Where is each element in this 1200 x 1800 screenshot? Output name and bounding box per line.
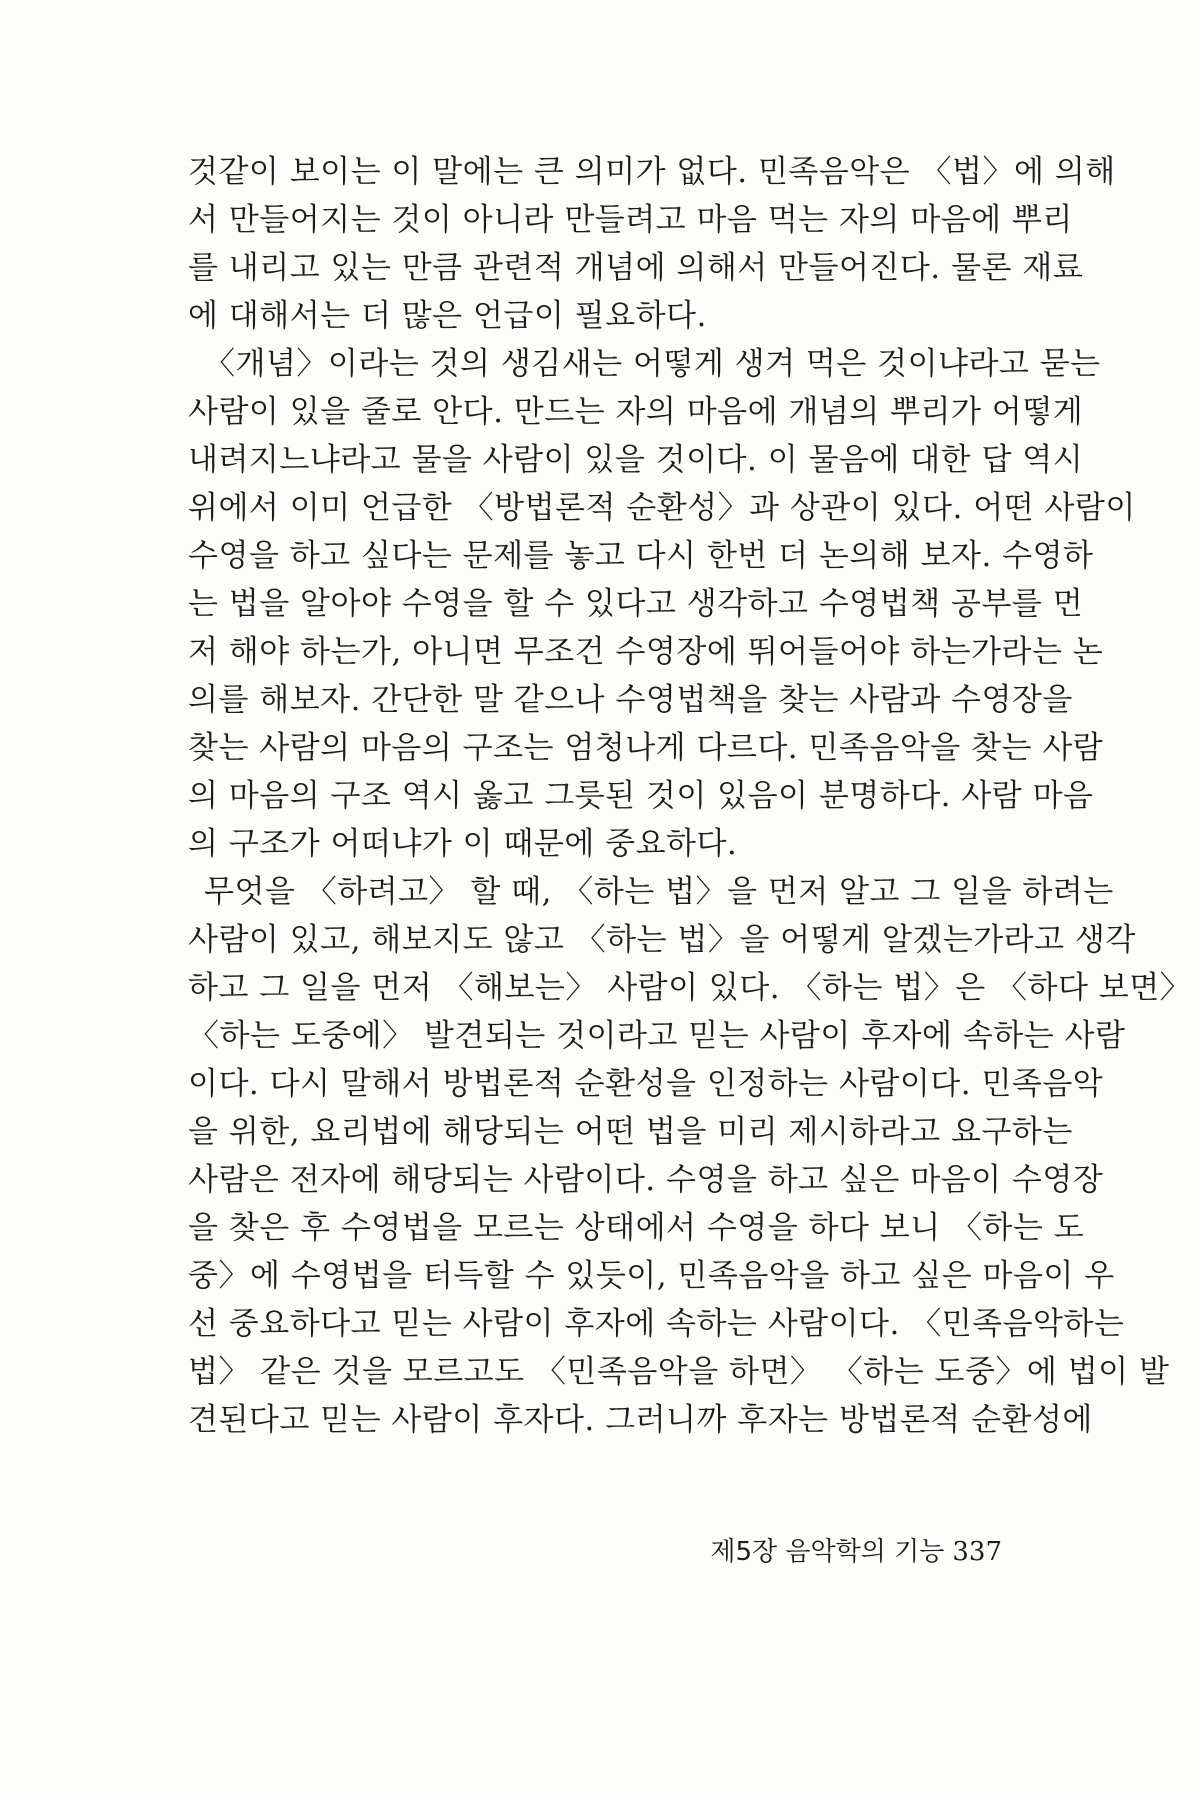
text-line: 이다. 다시 말해서 방법론적 순환성을 인정하는 사람이다. 민족음악 xyxy=(188,1066,1104,1102)
text-line: 을 찾은 후 수영법을 모르는 상태에서 수영을 하다 보니 〈하는 도 xyxy=(188,1210,1085,1246)
text-line: 하고 그 일을 먼저 〈해보는〉 사람이 있다. 〈하는 법〉은 〈하다 보면〉 xyxy=(188,970,1192,1006)
text-line: 위에서 이미 언급한 〈방법론적 순환성〉과 상관이 있다. 어떤 사람이 xyxy=(188,490,1136,526)
text-line: 선 중요하다고 믿는 사람이 후자에 속하는 사람이다. 〈민족음악하는 xyxy=(188,1306,1125,1342)
text-line: 사람이 있을 줄로 안다. 만드는 자의 마음에 개념의 뿌리가 어떻게 xyxy=(188,394,1084,430)
text-line: 무엇을 〈하려고〉 할 때, 〈하는 법〉을 먼저 알고 그 일을 하려는 xyxy=(204,874,1114,910)
text-line: 를 내리고 있는 만큼 관련적 개념에 의해서 만들어진다. 물론 재료 xyxy=(188,250,1084,286)
text-line: 찾는 사람의 마음의 구조는 엄청나게 다르다. 민족음악을 찾는 사람 xyxy=(188,730,1104,766)
text-line: 서 만들어지는 것이 아니라 만들려고 마음 먹는 자의 마음에 뿌리 xyxy=(188,202,1073,238)
text-line: 사람은 전자에 해당되는 사람이다. 수영을 하고 싶은 마음이 수영장 xyxy=(188,1162,1104,1198)
text-line: 견된다고 믿는 사람이 후자다. 그러니까 후자는 방법론적 순환성에 xyxy=(188,1402,1093,1438)
text-line: 〈개념〉이라는 것의 생김새는 어떻게 생겨 먹은 것이냐라고 묻는 xyxy=(204,346,1101,382)
text-line: 법〉 같은 것을 모르고도 〈민족음악을 하면〉 〈하는 도중〉에 법이 발 xyxy=(188,1354,1170,1390)
body-text xyxy=(188,148,1192,1444)
text-line: 사람이 있고, 해보지도 않고 〈하는 법〉을 어떻게 알겠는가라고 생각 xyxy=(188,922,1136,958)
page-number: 337 xyxy=(952,1537,1002,1567)
text-line: 의를 해보자. 간단한 말 같으나 수영법책을 찾는 사람과 수영장을 xyxy=(188,682,1073,718)
text-line: 의 마음의 구조 역시 옳고 그릇된 것이 있음이 분명하다. 사람 마음 xyxy=(188,778,1094,814)
page-footer xyxy=(710,1536,1002,1568)
text-line: 내려지느냐라고 물을 사람이 있을 것이다. 이 물음에 대한 답 역시 xyxy=(188,442,1084,478)
text-line: 는 법을 알아야 수영을 할 수 있다고 생각하고 수영법책 공부를 먼 xyxy=(188,586,1084,622)
chapter-title: 제5장 음악학의 기능 xyxy=(710,1537,945,1567)
text-line: 을 위한, 요리법에 해당되는 어떤 법을 미리 제시하라고 요구하는 xyxy=(188,1114,1073,1150)
text-line: 저 해야 하는가, 아니면 무조건 수영장에 뛰어들어야 하는가라는 논 xyxy=(188,634,1104,670)
text-line: 것같이 보이는 이 말에는 큰 의미가 없다. 민족음악은 〈법〉에 의해 xyxy=(188,154,1116,190)
text-line: 중〉에 수영법을 터득할 수 있듯이, 민족음악을 하고 싶은 마음이 우 xyxy=(188,1258,1115,1294)
text-line: 수영을 하고 싶다는 문제를 놓고 다시 한번 더 논의해 보자. 수영하 xyxy=(188,538,1094,574)
text-line: 의 구조가 어떠냐가 이 때문에 중요하다. xyxy=(188,826,738,862)
text-line: 에 대해서는 더 많은 언급이 필요하다. xyxy=(188,298,707,334)
text-line: 〈하는 도중에〉 발견되는 것이라고 믿는 사람이 후자에 속하는 사람 xyxy=(188,1018,1126,1054)
